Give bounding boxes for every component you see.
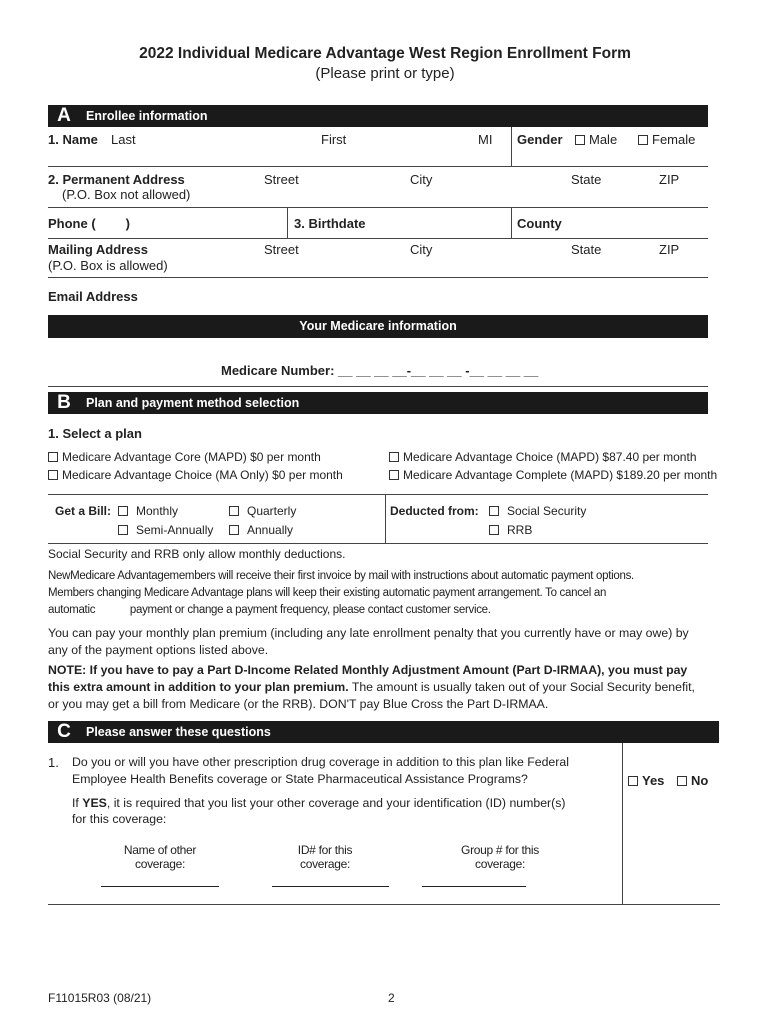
select-plan-label: 1. Select a plan xyxy=(48,426,142,441)
annual-checkbox[interactable] xyxy=(229,525,239,535)
name-label: 1. Name xyxy=(48,132,98,147)
medicare-number-field[interactable]: Medicare Number: __ __ __ __-__ __ __ -__ __ __ __ xyxy=(221,363,539,378)
section-c-title: Please answer these questions xyxy=(86,725,271,739)
mail-zip-label: ZIP xyxy=(659,242,680,257)
monthly-label: Monthly xyxy=(136,504,179,518)
gender-female-option[interactable] xyxy=(638,132,695,147)
deduct-ss-option[interactable] xyxy=(489,504,586,518)
question-1-line-2: Employee Health Benefits coverage or State Pharmaceutical Assistance Programs? xyxy=(72,772,528,786)
phone-close: ) xyxy=(125,216,131,231)
semiannual-checkbox[interactable] xyxy=(118,525,128,535)
perm-city-label: City xyxy=(410,172,433,187)
gender-male-option[interactable] xyxy=(575,132,617,147)
mail-state-label: State xyxy=(571,242,602,257)
form-subtitle: (Please print or type) xyxy=(315,65,455,82)
male-label: Male xyxy=(589,132,618,147)
section-c-header xyxy=(48,721,719,743)
irmaa-note-bold: NOTE: If you have to pay a Part D-Income Related Monthly Adjustment Amount (Part D-IRMAA), you must pay this extra amount in addition to your plan premium. xyxy=(48,663,688,694)
section-c-letter: C xyxy=(48,721,80,743)
col3-line1: Group # for this xyxy=(461,843,539,857)
divider xyxy=(48,904,720,905)
form-id: F11015R03 (08/21) xyxy=(48,991,152,1005)
section-b-title: Plan and payment method selection xyxy=(86,396,300,410)
email-label: Email Address xyxy=(48,289,138,304)
plan-option-core[interactable] xyxy=(48,450,321,464)
plan-choice-ma-label: Medicare Advantage Choice (MA Only) $0 per month xyxy=(62,468,343,482)
divider xyxy=(48,207,708,208)
bill-monthly-option[interactable] xyxy=(118,504,178,518)
plan-option-choice-mapd[interactable] xyxy=(389,450,697,464)
mail-city-label: City xyxy=(410,242,433,257)
coverage-id-label xyxy=(265,843,385,871)
annual-label: Annually xyxy=(247,523,294,537)
perm-zip-label: ZIP xyxy=(659,172,680,187)
new-member-note-1: NewMedicare Advantagemembers will receive their first invoice by mail with instructions about automatic payment options. xyxy=(48,570,634,582)
mailing-address-label: Mailing Address xyxy=(48,242,148,257)
section-b-header xyxy=(48,392,708,414)
divider xyxy=(511,127,512,167)
form-title: 2022 Individual Medicare Advantage West Region Enrollment Form xyxy=(139,45,631,62)
rrb-checkbox[interactable] xyxy=(489,525,499,535)
irmaa-note xyxy=(48,662,708,713)
no-checkbox[interactable] xyxy=(677,776,687,786)
col1-line1: Name of other xyxy=(123,843,197,857)
if-yes-instruction-line-2: for this coverage: xyxy=(72,812,167,826)
permanent-address-label: 2. Permanent Address xyxy=(48,172,185,187)
medicare-info-title: Your Medicare information xyxy=(299,319,457,333)
get-bill-label: Get a Bill: xyxy=(55,504,112,518)
deduction-note: Social Security and RRB only allow monthly deductions. xyxy=(48,547,346,561)
permanent-address-note: (P.O. Box not allowed) xyxy=(62,187,191,202)
plan-complete-label: Medicare Advantage Complete (MAPD) $189.20 per month xyxy=(403,468,718,482)
mailing-address-note: (P.O. Box is allowed) xyxy=(48,258,168,273)
county-label: County xyxy=(517,216,562,231)
plan-choice-ma-checkbox[interactable] xyxy=(48,470,58,480)
social-security-checkbox[interactable] xyxy=(489,506,499,516)
new-member-note-3: automatic payment or change a payment frequency, please contact customer service. xyxy=(48,604,491,616)
no-label: No xyxy=(691,773,709,788)
question-1-line-1: Do you or will you have other prescription drug coverage in addition to this plan like Federal xyxy=(72,755,569,769)
phone-label xyxy=(48,216,130,231)
plan-choice-mapd-label: Medicare Advantage Choice (MAPD) $87.40 per month xyxy=(403,450,697,464)
question-1-number: 1. xyxy=(48,755,59,770)
social-security-label: Social Security xyxy=(507,504,587,518)
first-name-label: First xyxy=(321,132,347,147)
last-name-label: Last xyxy=(111,132,136,147)
new-member-note-2: Members changing Medicare Advantage plans will keep their existing automatic payment arrangement. To cancel an xyxy=(48,587,607,599)
plan-option-choice-ma[interactable] xyxy=(48,468,343,482)
yes-label: Yes xyxy=(642,773,665,788)
divider xyxy=(48,238,708,239)
bill-annual-option[interactable] xyxy=(229,523,293,537)
coverage-group-label xyxy=(425,843,575,871)
if-yes-instruction xyxy=(72,796,565,810)
bill-quarterly-option[interactable] xyxy=(229,504,296,518)
divider xyxy=(48,277,708,278)
coverage-group-input[interactable] xyxy=(422,886,526,887)
other-coverage-name-input[interactable] xyxy=(101,886,219,887)
other-coverage-name-label xyxy=(100,843,220,871)
monthly-checkbox[interactable] xyxy=(118,506,128,516)
quarterly-checkbox[interactable] xyxy=(229,506,239,516)
plan-core-label: Medicare Advantage Core (MAPD) $0 per month xyxy=(62,450,321,464)
plan-choice-mapd-checkbox[interactable] xyxy=(389,452,399,462)
mi-label: MI xyxy=(478,132,493,147)
gender-label: Gender xyxy=(517,132,563,147)
deducted-from-label: Deducted from: xyxy=(390,504,479,518)
divider xyxy=(48,386,708,387)
female-label: Female xyxy=(652,132,696,147)
divider xyxy=(385,494,386,544)
section-a-letter: A xyxy=(48,105,80,127)
if-yes-prefix: If xyxy=(72,796,83,810)
yes-checkbox[interactable] xyxy=(628,776,638,786)
divider xyxy=(287,208,288,238)
if-yes-rest: , it is required that you list your other coverage and your identification (ID) number(s) xyxy=(106,796,566,810)
perm-state-label: State xyxy=(571,172,602,187)
rrb-label: RRB xyxy=(507,523,533,537)
if-yes-bold: YES xyxy=(82,796,107,810)
section-b-letter: B xyxy=(48,392,80,414)
bill-semiannual-option[interactable] xyxy=(118,523,213,537)
payment-options-note: You can pay your monthly plan premium (including any late enrollment penalty that you currently have or may owe) by any of the payment options listed above. xyxy=(48,626,689,657)
deduct-rrb-option[interactable] xyxy=(489,523,532,537)
mail-street-label: Street xyxy=(264,242,299,257)
plan-core-checkbox[interactable] xyxy=(48,452,58,462)
divider xyxy=(622,743,623,905)
semiannual-label: Semi-Annually xyxy=(136,523,214,537)
section-a-title: Enrollee information xyxy=(86,109,208,123)
col3-line2: coverage: xyxy=(475,857,525,871)
q1-no-option[interactable] xyxy=(677,773,708,788)
perm-street-label: Street xyxy=(264,172,299,187)
quarterly-label: Quarterly xyxy=(247,504,297,518)
divider xyxy=(48,166,708,167)
page-number: 2 xyxy=(388,991,395,1005)
col2-line1: ID# for this xyxy=(297,843,353,857)
col2-line2: coverage: xyxy=(300,857,350,871)
q1-yes-option[interactable] xyxy=(628,773,664,788)
coverage-id-input[interactable] xyxy=(272,886,389,887)
col1-line2: coverage: xyxy=(135,857,185,871)
divider xyxy=(511,208,512,238)
plan-option-complete[interactable] xyxy=(389,468,717,482)
plan-complete-checkbox[interactable] xyxy=(389,470,399,480)
irmaa-note-rest: The amount is usually taken out of your Social Security benefit, or you may get a bill from Medicare (or the RRB). DON'T pay Blue Cross the Part D-IRMAA. xyxy=(48,680,695,711)
phone-open: Phone ( xyxy=(48,216,96,231)
divider xyxy=(48,543,708,544)
section-a-header xyxy=(48,105,708,127)
medicare-info-header xyxy=(48,315,708,338)
female-checkbox[interactable] xyxy=(638,135,648,145)
divider xyxy=(48,494,708,495)
male-checkbox[interactable] xyxy=(575,135,585,145)
birthdate-label: 3. Birthdate xyxy=(294,216,366,231)
